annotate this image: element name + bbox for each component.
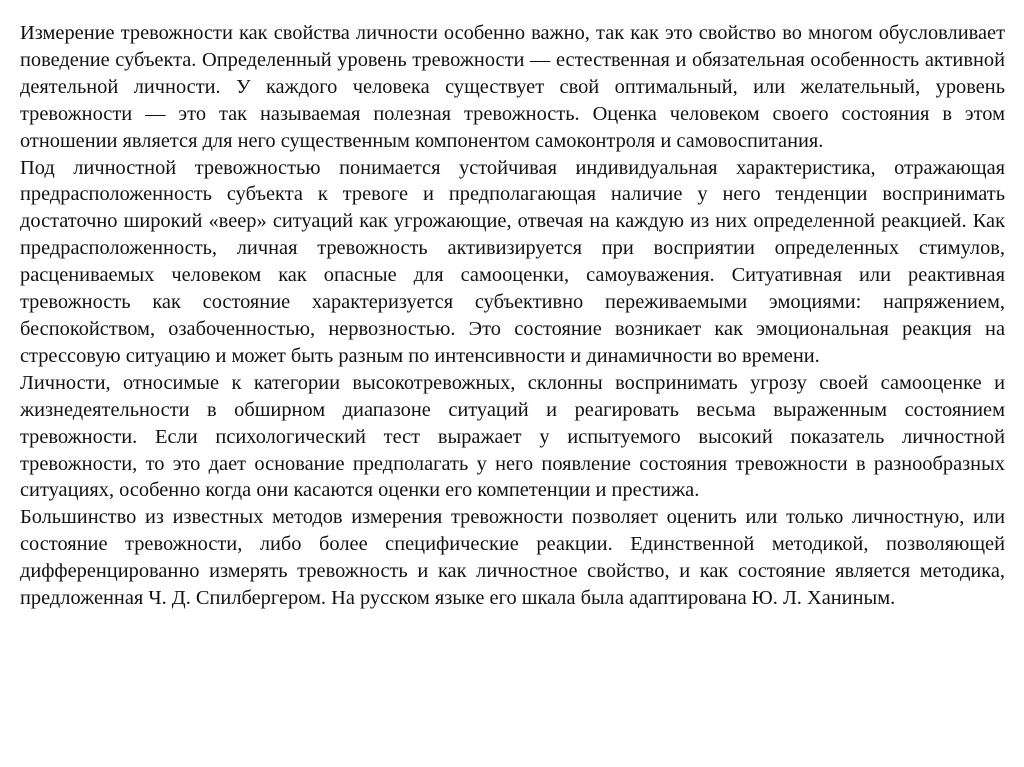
paragraph-spielberger-method: Большинство из известных методов измерения тревожности позволяет оценить или только личностную, или состояние тревожности, либо более специфические реакции. Единственной методикой, позволяющей дифференцированно измерять тревожность и как личностное свойство, и как состояние является методика, предложенная Ч. Д. Спилбергером. На русском языке его шкала была адаптирована Ю. Л. Ханиным.	[20, 506, 1005, 610]
paragraph-anxiety-measurement: Измерение тревожности как свойства личности особенно важно, так как это свойство во многом обусловливает поведение субъекта. Определенный уровень тревожности — естественная и обязательная особенность активной деятельной личности. У каждого человека существует свой оптимальный, или желательный, уровень тревожности — это так называемая полезная тревожность. Оценка человеком своего состояния в этом отношении является для него существенным компонентом самоконтроля и самовоспитания.	[20, 22, 1005, 152]
paragraph-personal-anxiety: Под личностной тревожностью понимается устойчивая индивидуальная характеристика, отражающая предрасположенность субъекта к тревоге и предполагающая наличие у него тенденции воспринимать достаточно широкий «веер» ситуаций как угрожающие, отвечая на каждую из них определенной реакцией. Как предрасположенность, личная тревожность активизируется при восприятии определенных стимулов, расцениваемых человеком как опасные для самооценки, самоуважения. Ситуативная или реактивная тревожность как состояние характеризуется субъективно переживаемыми эмоциями: напряжением, беспокойством, озабоченностью, нервозностью. Это состояние возникает как эмоциональная реакция на стрессовую ситуацию и может быть разным по интенсивности и динамичности во времени.	[20, 156, 1005, 367]
paragraph-high-anxiety-individuals: Личности, относимые к категории высокотревожных, склонны воспринимать угрозу своей самооценке и жизнедеятельности в обширном диапазоне ситуаций и реагировать весьма выраженным состоянием тревожности. Если психологический тест выражает у испытуемого высокий показатель личностной тревожности, то это дает основание предполагать у него появление состояния тревожности в разнообразных ситуациях, особенно когда они касаются оценки его компетенции и престижа.	[20, 371, 1005, 502]
